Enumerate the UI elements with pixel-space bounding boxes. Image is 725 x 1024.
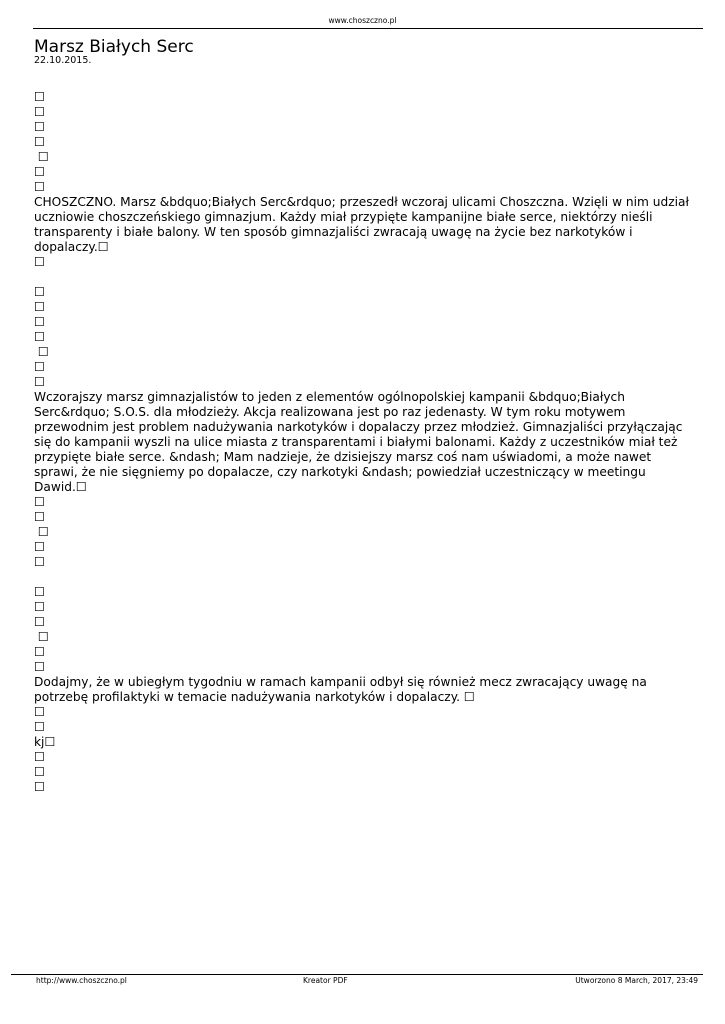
placeholder-box: ☐ [34, 135, 45, 149]
footer-divider [11, 974, 703, 975]
footer-url: http://www.choszczno.pl [36, 976, 127, 985]
article-date: 22.10.2015. [34, 55, 92, 66]
placeholder-box: ☐ [34, 315, 45, 329]
placeholder-box: ☐ [34, 720, 45, 734]
placeholder-box: ☐ [34, 555, 45, 569]
article-title: Marsz Białych Serc [34, 37, 194, 57]
article-paragraph-2: Wczorajszy marsz gimnazjalistów to jeden z elementów ogólnopolskiej kampanii &bdquo;Białych Serc&rdquo; S.O.S. dla młodzieży. Akcja realizowana jest po raz jedenasty. W tym roku motywem przewodnim jest problem nadużywania narkotyków i dopalaczy przez młodzież. Gimnazjaliści przyłączając się do kampanii wyszli na ulice miasta z transparentami i białymi balonami. Każdy z uczestników miał też przypięte białe serce. &ndash; Mam nadzieje, że dzisiejszy marsz coś nam uświadomi, a może nawet sprawi, że nie sięgniemy po dopalacze, czy narkotyki &ndash; powiedział uczestniczący w meetingu Dawid.☐ [34, 390, 683, 494]
placeholder-box: ☐ [34, 375, 45, 389]
placeholder-box: ☐ [34, 255, 45, 269]
placeholder-box: ☐ [34, 525, 49, 539]
placeholder-box: ☐ [34, 330, 45, 344]
placeholder-box: ☐ [34, 780, 45, 794]
placeholder-box: ☐ [34, 300, 45, 314]
placeholder-box: ☐ [34, 165, 45, 179]
placeholder-box: ☐ [34, 540, 45, 554]
footer-creator: Kreator PDF [303, 976, 348, 985]
placeholder-box: ☐ [34, 510, 45, 524]
placeholder-box: ☐ [34, 285, 45, 299]
placeholder-box: ☐ [34, 120, 45, 134]
placeholder-box: ☐ [34, 180, 45, 194]
placeholder-box: ☐ [34, 600, 45, 614]
placeholder-box: ☐ [34, 345, 49, 359]
site-header-url: www.choszczno.pl [328, 16, 397, 25]
footer-created-date: Utworzono 8 March, 2017, 23:49 [575, 976, 698, 985]
placeholder-box: ☐ [34, 660, 45, 674]
blank-line [34, 270, 694, 285]
placeholder-box: ☐ [34, 495, 45, 509]
kj-line: kj☐ [34, 735, 56, 749]
article-body [34, 90, 694, 795]
article-paragraph-1: CHOSZCZNO. Marsz &bdquo;Białych Serc&rdquo; przeszedł wczoraj ulicami Choszczna. Wzięli w nim udział uczniowie choszczeńskiego gimnazjum. Każdy miał przypięte kampanijne białe serce, niektórzy nieśli transparenty i białe balony. W ten sposób gimnazjaliści zwracają uwagę na życie bez narkotyków i dopalaczy.☐ [34, 195, 689, 254]
placeholder-box: ☐ [34, 630, 49, 644]
placeholder-box: ☐ [34, 705, 45, 719]
blank-line [34, 570, 694, 585]
article-paragraph-3: Dodajmy, że w ubiegłym tygodniu w ramach kampanii odbył się również mecz zwracający uwagę na potrzebę profilaktyki w temacie nadużywania narkotyków i dopalaczy. ☐ [34, 675, 647, 704]
placeholder-box: ☐ [34, 750, 45, 764]
placeholder-box: ☐ [34, 585, 45, 599]
placeholder-box: ☐ [34, 765, 45, 779]
placeholder-box: ☐ [34, 615, 45, 629]
placeholder-box: ☐ [34, 150, 49, 164]
placeholder-box: ☐ [34, 360, 45, 374]
placeholder-box: ☐ [34, 90, 45, 104]
placeholder-box: ☐ [34, 645, 45, 659]
header-divider [33, 28, 703, 29]
placeholder-box: ☐ [34, 105, 45, 119]
